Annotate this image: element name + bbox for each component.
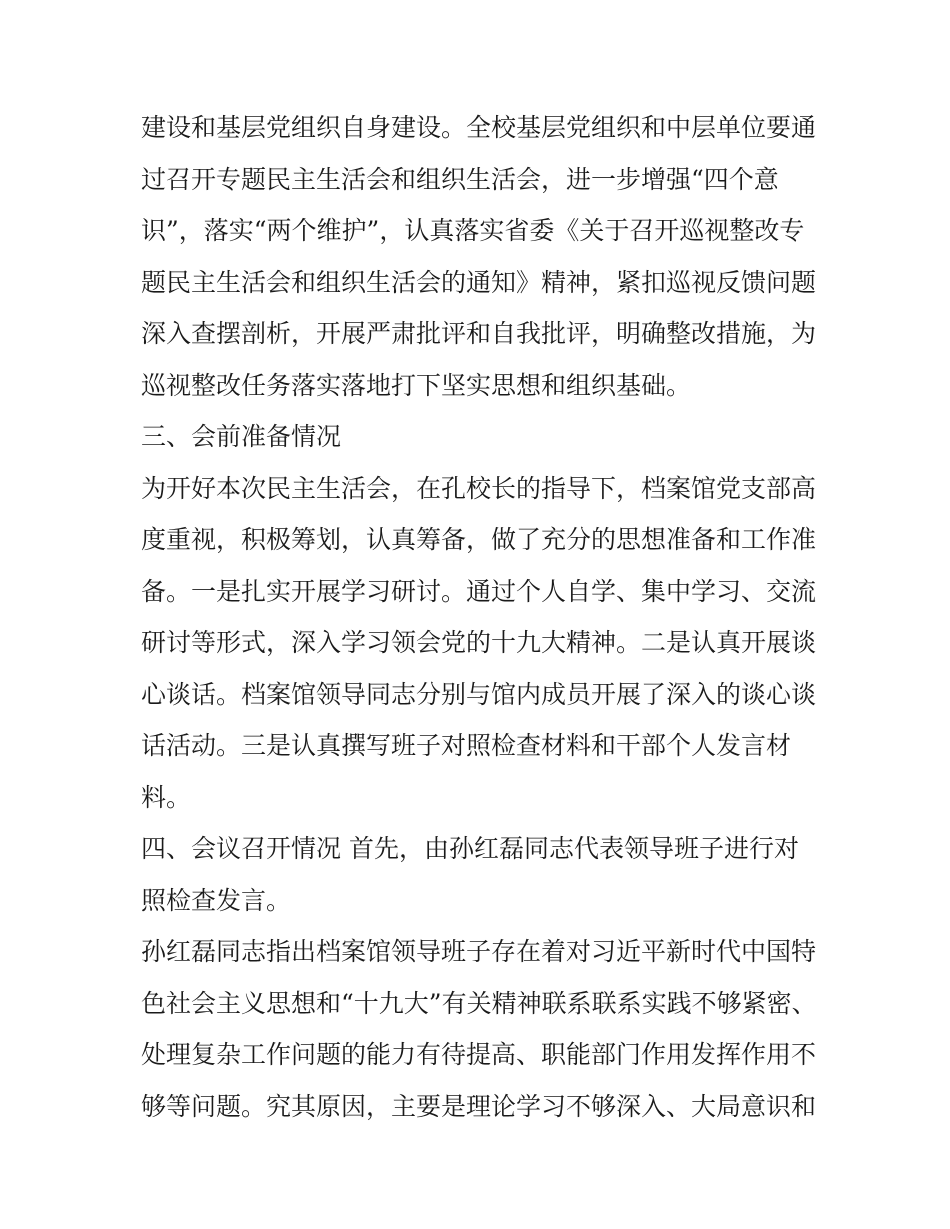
text-line: 孙红磊同志指出档案馆领导班子存在着对习近平新时代中国特 (141, 937, 817, 966)
text-line: 深入查摆剖析，开展严肃批评和自我批评，明确整改措施，为 (141, 319, 817, 348)
text-line: 处理复杂工作问题的能力有待提高、职能部门作用发挥作用不 (141, 1040, 817, 1069)
text-line: 料。 (141, 782, 192, 812)
text-line: 题民主生活会和组织生活会的通知》精神，紧扣巡视反馈问题 (141, 267, 817, 297)
text-line: 心谈话。档案馆领导同志分别与馆内成员开展了深入的谈心谈 (141, 679, 817, 709)
text-line: 度重视，积极筹划，认真筹备，做了充分的思想准备和工作准 (141, 525, 817, 554)
section-heading: 三、会前准备情况 (141, 422, 342, 451)
text-line: 识”，落实“两个维护”，认真落实省委《关于召开巡视整改专 (141, 216, 805, 245)
document-body (141, 102, 821, 1132)
text-line: 色社会主义思想和“十九大”有关精神联系联系实践不够紧密、 (141, 988, 817, 1018)
text-line: 话活动。三是认真撰写班子对照检查材料和干部个人发言材 (141, 731, 792, 760)
text-line: 照检查发言。 (141, 885, 292, 915)
section-heading: 四、会议召开情况 首先，由孙红磊同志代表领导班子进行对 (141, 834, 799, 863)
text-line: 建设和基层党组织自身建设。全校基层党组织和中层单位要通 (141, 113, 817, 142)
text-line: 巡视整改任务落实落地打下坚实思想和组织基础。 (141, 370, 692, 400)
text-line: 研讨等形式，深入学习领会党的十九大精神。二是认真开展谈 (141, 628, 817, 657)
text-line: 过召开专题民主生活会和组织生活会，进一步增强“四个意 (141, 164, 779, 194)
text-line: 备。一是扎实开展学习研讨。通过个人自学、集中学习、交流 (141, 576, 817, 606)
text-line: 够等问题。究其原因，主要是理论学习不够深入、大局意识和 (141, 1091, 817, 1121)
text-line: 为开好本次民主生活会，在孔校长的指导下，档案馆党支部高 (141, 473, 817, 503)
